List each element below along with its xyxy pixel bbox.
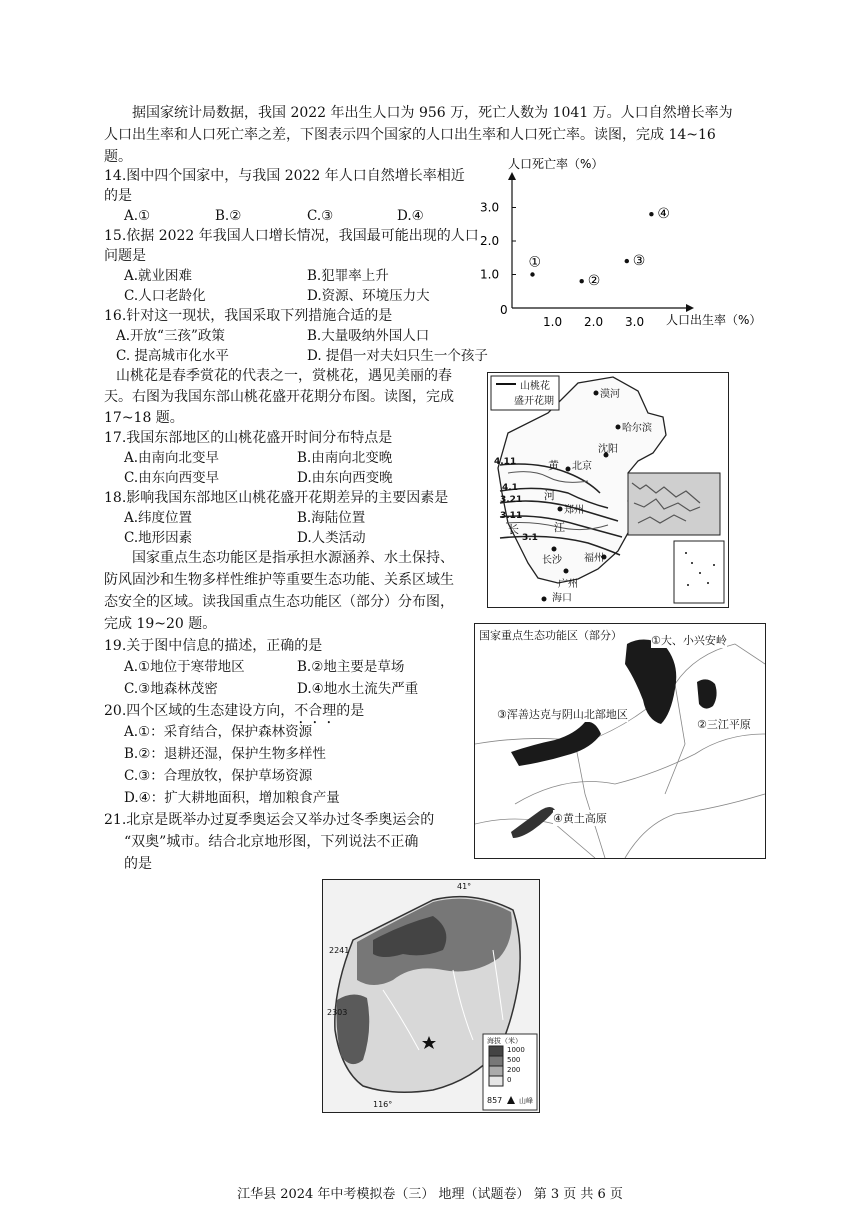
peach-map-svg — [488, 373, 728, 607]
q17-stem: 17.我国东部地区的山桃花盛开时间分布特点是 — [104, 430, 393, 446]
q19-option-b: B.②地主要是草场 — [297, 659, 405, 675]
city-zhengzhou: 郑州 — [564, 505, 584, 516]
q14-option-c: C.③ — [307, 208, 334, 224]
scatter-point-4 — [649, 212, 653, 216]
page-footer: 江华县 2024 年中考模拟卷（三） 地理（试题卷） 第 3 页 共 6 页 — [237, 1187, 623, 1202]
river-label-chang: 长 — [508, 523, 519, 536]
beijing-terrain-map — [322, 879, 540, 1113]
chart-origin: 0 — [500, 303, 508, 317]
beijing-lon-label: 116° — [373, 1100, 393, 1109]
scatter-point-label-2: ② — [587, 273, 601, 290]
peach-intro-line-2: 天。右图为我国东部山桃花盛开花期分布图。读图，完成 — [104, 389, 454, 405]
eco-region-3-label: ③浑善达克与阴山北部地区 — [497, 708, 628, 721]
q16-stem: 16.针对这一现状，我国采取下列措施合适的是 — [104, 308, 393, 324]
q18-stem: 18.影响我国东部地区山桃花盛开花期差异的主要因素是 — [104, 490, 449, 506]
eco-map-svg — [475, 624, 765, 858]
q17-option-c: C.由东向西变早 — [124, 470, 220, 486]
eco-intro-line-1: 国家重点生态功能区是指承担水源涵养、水土保持、 — [132, 550, 454, 566]
peach-blossom-photo — [628, 473, 720, 535]
city-changsha: 长沙 — [542, 555, 562, 566]
river-label-jiang: 江 — [554, 521, 565, 534]
region-3-hunshandake — [511, 722, 601, 766]
beijing-legend-500 — [489, 1056, 503, 1066]
beijing-legend-200 — [489, 1066, 503, 1076]
q15-option-a: A.就业困难 — [124, 268, 193, 284]
q14-option-a: A.① — [124, 208, 151, 224]
city-dot-mohe — [594, 391, 599, 396]
south-sea-inset — [674, 541, 724, 603]
q20-option-d: D.④：扩大耕地面积，增加粮食产量 — [124, 790, 340, 806]
eco-function-map — [474, 623, 766, 859]
beijing-lat-label: 41° — [457, 882, 472, 891]
city-dot-zhengzhou — [558, 507, 563, 512]
eco-region-1-label: ①大、小兴安岭 — [651, 634, 727, 647]
q21-line-2: “双奥”城市。结合北京地形图，下列说法不正确 — [124, 834, 419, 850]
city-beijing: 北京 — [572, 461, 592, 472]
q15-stem-1: 15.依据 2022 年我国人口增长情况，我国最可能出现的人口 — [104, 228, 479, 244]
peak-2303: 2303 — [327, 1008, 348, 1017]
isoline-label-3-1: 3.1 — [522, 533, 538, 543]
chart-xlabel: 人口出生率（%） — [666, 313, 762, 327]
peach-intro-line-3: 17~18 题。 — [104, 410, 184, 426]
beijing-legend-label-1000: 1000 — [507, 1046, 525, 1054]
city-guangzhou: 广州 — [558, 579, 578, 590]
q14-stem-2: 的是 — [104, 188, 132, 204]
q18-option-a: A.纬度位置 — [124, 510, 193, 526]
scatter-point-label-4: ④ — [657, 206, 670, 223]
scatter-point-3 — [625, 259, 629, 263]
q18-option-d: D.人类活动 — [297, 530, 366, 546]
river-label-he: 河 — [544, 489, 555, 502]
q16-option-d: D. 提倡一对夫妇只生一个孩子 — [307, 348, 488, 364]
q16-option-c: C. 提高城市化水平 — [116, 348, 229, 364]
q15-option-b: B.犯罪率上升 — [307, 268, 389, 284]
scatter-point-2 — [580, 279, 584, 283]
q17-option-a: A.由南向北变早 — [124, 450, 220, 466]
beijing-legend-peak-label: 山峰 — [519, 1097, 533, 1105]
eco-region-4-label: ④黄土高原 — [553, 812, 607, 825]
q20-option-a: A.①：采育结合，保护森林资源 — [124, 724, 313, 740]
legend-peak-857: 857 — [487, 1096, 503, 1105]
q20-stem-post: 的是 — [336, 703, 365, 719]
beijing-legend-label-500: 500 — [507, 1056, 521, 1064]
q16-option-a: A.开放“三孩”政策 — [116, 328, 225, 344]
q21-line-3: 的是 — [124, 856, 152, 872]
q20-option-b: B.②：退耕还湿，保护生物多样性 — [124, 746, 326, 762]
intro-line-1: 据国家统计局数据，我国 2022 年出生人口为 956 万，死亡人数为 1041 万。人口自然增长率为 — [132, 105, 733, 121]
city-fuzhou: 福州 — [584, 553, 604, 564]
x-axis-arrow — [686, 304, 694, 312]
isoline-label-4-11: 4.11 — [494, 457, 517, 467]
y-axis-arrow — [508, 172, 516, 180]
region-1-hinggan — [625, 639, 676, 724]
city-mohe: 漠河 — [600, 389, 620, 400]
q14-option-d: D.④ — [397, 208, 424, 224]
y-tick-label: 1.0 — [480, 267, 500, 282]
q17-option-b: B.由南向北变晚 — [297, 450, 393, 466]
eco-intro-line-2: 防风固沙和生物多样性维护等重要生态功能、关系区域生 — [104, 572, 454, 588]
q20-stem-pre: 20.四个区域的生态建设方向， — [104, 703, 295, 719]
q20-option-c: C.③：合理放牧，保护草场资源 — [124, 768, 313, 784]
q14-stem-1: 14.图中四个国家中，与我国 2022 年人口自然增长率相近 — [104, 168, 465, 184]
peach-intro-line-1: 山桃花是春季赏花的代表之一，赏桃花，遇见美丽的春 — [116, 368, 452, 384]
q18-option-c: C.地形因素 — [124, 530, 193, 546]
q16-option-b: B.大量吸纳外国人口 — [307, 328, 430, 344]
x-tick-label: 3.0 — [625, 315, 645, 329]
eco-map-title: 国家重点生态功能区（部分） — [479, 629, 622, 642]
beijing-legend-label-200: 200 — [507, 1066, 521, 1074]
eco-intro-line-3: 态安全的区域。读我国重点生态功能区（部分）分布图， — [104, 594, 454, 610]
peach-blossom-map — [487, 372, 729, 608]
q19-option-d: D.④地水土流失严重 — [297, 681, 419, 697]
peak-2241: 2241 — [329, 946, 350, 955]
y-tick-label: 3.0 — [480, 200, 500, 215]
q19-option-c: C.③地森林茂密 — [124, 681, 218, 697]
eco-intro-line-4: 完成 19~20 题。 — [104, 616, 217, 632]
q18-option-b: B.海陆位置 — [297, 510, 366, 526]
beijing-legend-1000 — [489, 1046, 503, 1056]
peach-legend-title: 山桃花 — [520, 381, 550, 392]
isoline-label-3-21: 3.21 — [500, 495, 523, 505]
q15-stem-2: 问题是 — [104, 248, 146, 264]
city-harbin: 哈尔滨 — [622, 423, 652, 434]
beijing-legend-0 — [489, 1076, 503, 1086]
city-dot-haikou — [542, 597, 547, 602]
city-shenyang: 沈阳 — [598, 444, 618, 455]
city-dot-guangzhou — [564, 569, 569, 574]
scatter-point-label-1: ① — [528, 254, 542, 271]
q14-option-b: B.② — [215, 208, 242, 224]
isoline-label-4-1: 4.1 — [502, 483, 518, 493]
y-tick-label: 2.0 — [480, 234, 500, 248]
q19-stem: 19.关于图中信息的描述，正确的是 — [104, 638, 323, 654]
eco-region-2-label: ②三江平原 — [697, 718, 751, 731]
q19-option-a: A.①地位于寒带地区 — [124, 659, 245, 675]
x-tick-label: 2.0 — [584, 315, 604, 329]
birth-death-scatter-chart — [468, 150, 768, 330]
isoline-label-3-11: 3.11 — [500, 511, 523, 521]
intro-line-2: 人口出生率和人口死亡率之差，下图表示四个国家的人口出生率和人口死亡率。读图，完成 14~16 — [104, 127, 716, 143]
intro-line-3: 题。 — [104, 149, 132, 165]
chart-ylabel: 人口死亡率（%） — [508, 157, 604, 171]
scatter-point-1 — [530, 272, 534, 276]
river-label-huang: 黄 — [548, 459, 559, 472]
beijing-mountains-west — [337, 994, 370, 1064]
q15-option-c: C.人口老龄化 — [124, 288, 206, 304]
peach-legend-sub: 盛开花期 — [514, 396, 554, 407]
beijing-legend-title: 海拔（米） — [487, 1037, 522, 1045]
scatter-point-label-3: ③ — [632, 253, 646, 270]
x-tick-label: 1.0 — [543, 315, 563, 329]
q15-option-d: D.资源、环境压力大 — [307, 288, 430, 304]
q20-stem-emphasis: 不合理 — [294, 703, 337, 719]
city-dot-beijing — [566, 467, 571, 472]
beijing-legend-label-0: 0 — [507, 1076, 512, 1084]
q21-line-1: 21.北京是既举办过夏季奥运会又举办过冬季奥运会的 — [104, 812, 435, 828]
city-haikou: 海口 — [552, 593, 572, 604]
city-dot-harbin — [616, 425, 621, 430]
region-2-sanjiang — [697, 679, 717, 708]
q17-option-d: D.由东向西变晚 — [297, 470, 393, 486]
